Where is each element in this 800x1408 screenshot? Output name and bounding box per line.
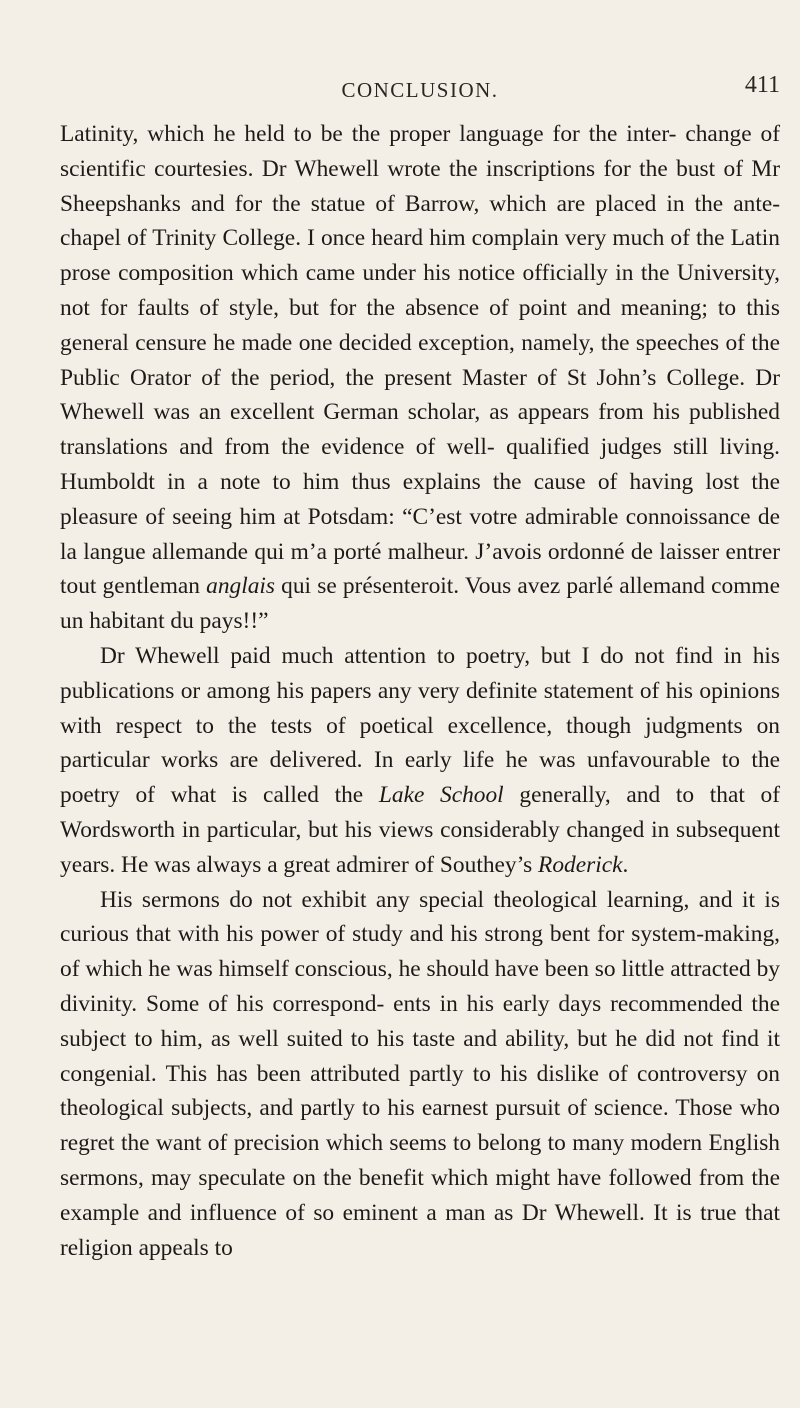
- body-text: [60, 117, 780, 1265]
- text-run: generally, and to that of Wordsworth in particular, but his views considerably changed in subsequent years. He was always a great admirer of Southey’s: [60, 782, 780, 878]
- running-title: CONCLUSION.: [341, 78, 499, 102]
- text-run: .: [622, 851, 629, 878]
- paragraph: [60, 639, 780, 883]
- paragraph: [60, 883, 780, 1266]
- text-run: Latinity, which he held to be the proper language for the inter- change of scientific courtesies. Dr Whewell wrote the inscriptions for the bust of Mr Sheepshanks and for the statue of Barrow, which are placed in the ante-chapel of Trinity College. I once heard him complain very much of the Latin prose composition which came under his notice officially in the University, not for faults of style, but for the absence of point and meaning; to this general censure he made one decided exception, namely, the speeches of the Public Orator of the period, the present Master of St John’s College. Dr Whewell was an excellent German scholar, as appears from his published translations and from the evidence of well- qualified judges still living. Humboldt in a note to him thus explains the cause of having lost the pleasure of seeing him at Potsdam: “C’est votre admirable connoissance de la langue allemande qui m’a porté malheur. J’avois ordonné de laisser entrer tout gentleman: [60, 121, 780, 600]
- italic-run: Lake School: [378, 782, 504, 809]
- italic-run: anglais: [206, 573, 276, 600]
- text-run: qui se présenteroit. Vous avez parlé allemand comme un habitant du pays!!”: [60, 573, 780, 635]
- paragraph: [60, 117, 780, 639]
- text-run: Dr Whewell paid much attention to poetry, but I do not find in his publications or among his papers any very definite statement of his opinions with respect to the tests of poetical excellence, though judgments on particular works are delivered. In early life he was unfavourable to the poetry of what is called the: [60, 642, 780, 809]
- text-run: His sermons do not exhibit any special theological learning, and it is curious that with his power of study and his strong bent for system-making, of which he was himself conscious, he should have been so little attracted by divinity. Some of his correspond- ents in his early days recommended the subject to him, as well suited to his taste and ability, but he did not find it congenial. This has been attributed partly to his dislike of controversy on theological subjects, and partly to his earnest pursuit of science. Those who regret the want of precision which seems to belong to many modern English sermons, may speculate on the benefit which might have followed from the example and influence of so eminent a man as Dr Whewell. It is true that religion appeals to: [60, 886, 780, 1261]
- italic-run: Roderick: [538, 851, 623, 878]
- running-head: [60, 62, 780, 102]
- page-number: 411: [744, 72, 780, 98]
